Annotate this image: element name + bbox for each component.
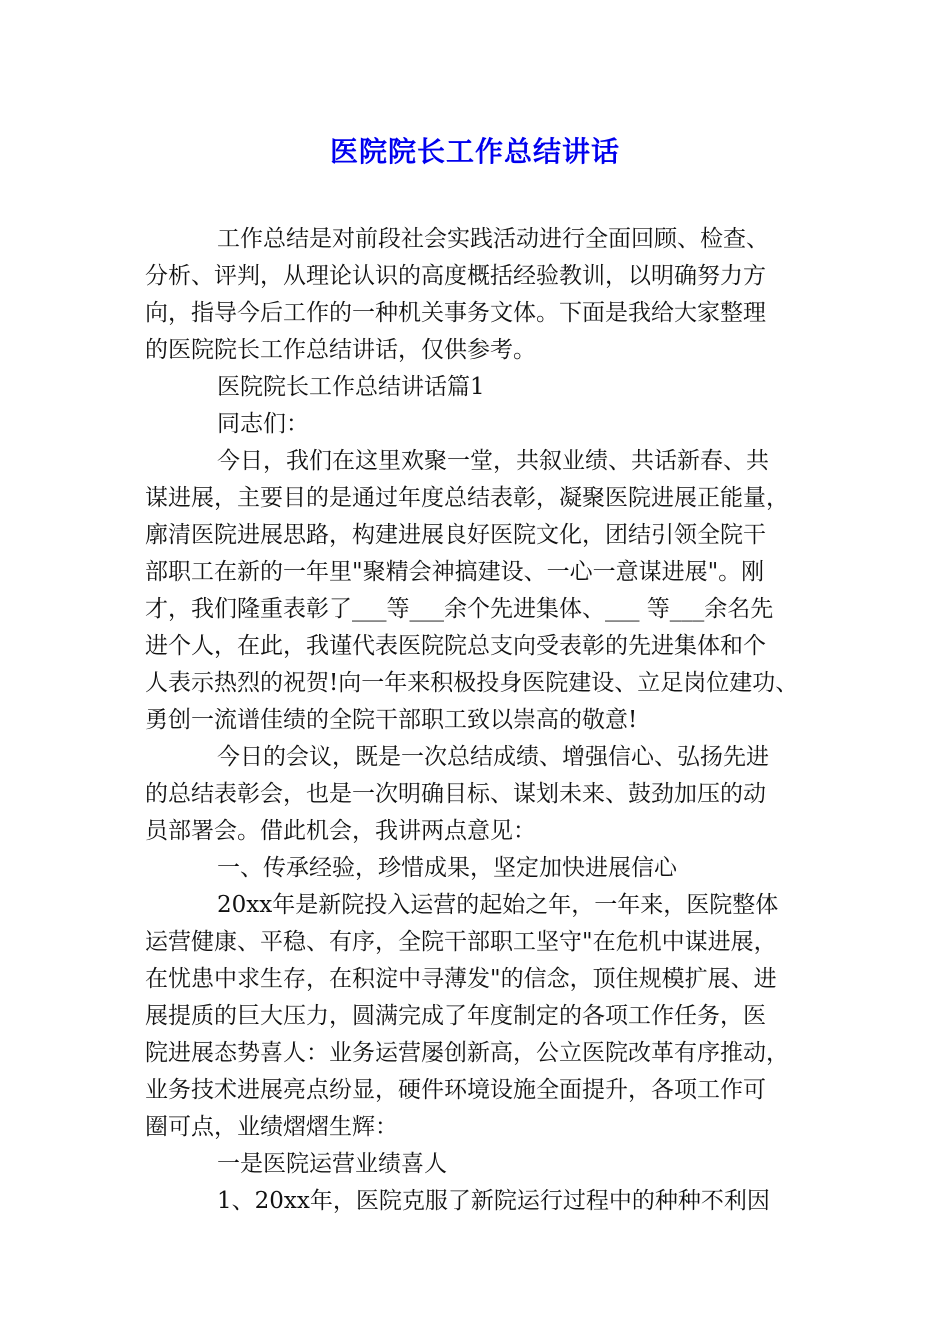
text-line: 圈可点，业绩熠熠生辉： bbox=[145, 1114, 398, 1140]
text-line: 一、传承经验，珍惜成果，坚定加快进展信心 bbox=[217, 855, 677, 881]
paragraph bbox=[145, 887, 825, 1146]
text-line: 谋进展，主要目的是通过年度总结表彰，凝聚医院进展正能量， bbox=[145, 485, 789, 511]
text-line: 在忧患中求生存，在积淀中寻薄发"的信念，顶住规模扩展、进 bbox=[145, 966, 777, 992]
text-line: 运营健康、平稳、有序，全院干部职工坚守"在危机中谋进展， bbox=[145, 929, 777, 955]
paragraph bbox=[145, 369, 825, 406]
paragraph bbox=[145, 739, 825, 850]
text-line: 今日的会议，既是一次总结成绩、增强信心、弘扬先进 bbox=[217, 744, 769, 770]
text-line: 1、20xx年，医院克服了新院运行过程中的种种不利因 bbox=[217, 1188, 770, 1214]
paragraph bbox=[145, 221, 825, 369]
text-line: 今日，我们在这里欢聚一堂，共叙业绩、共话新春、共 bbox=[217, 448, 769, 474]
text-line: 业务技术进展亮点纷显，硬件环境设施全面提升，各项工作可 bbox=[145, 1077, 766, 1103]
text-line: 分析、评判，从理论认识的高度概括经验教训，以明确努力方 bbox=[145, 263, 766, 289]
paragraph bbox=[145, 1146, 825, 1183]
text-line: 的总结表彰会，也是一次明确目标、谋划未来、鼓劲加压的动 bbox=[145, 781, 766, 807]
document-body bbox=[145, 221, 825, 1220]
paragraph bbox=[145, 1183, 825, 1220]
text-line: 员部署会。借此机会，我讲两点意见： bbox=[145, 818, 536, 844]
text-line: 医院院长工作总结讲话篇1 bbox=[217, 374, 485, 400]
paragraph bbox=[145, 406, 825, 443]
text-line: 勇创一流谱佳绩的全院干部职工致以崇高的敬意! bbox=[145, 707, 638, 733]
text-line: 才，我们隆重表彰了___等___余个先进集体、___ 等___余名先 bbox=[145, 596, 774, 622]
paragraph bbox=[145, 443, 825, 739]
text-line: 的医院院长工作总结讲话，仅供参考。 bbox=[145, 337, 536, 363]
text-line: 廓清医院进展思路，构建进展良好医院文化，团结引领全院干 bbox=[145, 522, 766, 548]
text-line: 进个人，在此，我谨代表医院院总支向受表彰的先进集体和个 bbox=[145, 633, 766, 659]
text-line: 院进展态势喜人：业务运营屡创新高，公立医院改革有序推动， bbox=[145, 1040, 789, 1066]
text-line: 向，指导今后工作的一种机关事务文体。下面是我给大家整理 bbox=[145, 300, 766, 326]
paragraph bbox=[145, 850, 825, 887]
text-line: 同志们： bbox=[217, 411, 309, 437]
text-line: 展提质的巨大压力，圆满完成了年度制定的各项工作任务，医 bbox=[145, 1003, 766, 1029]
document-title: 医院院长工作总结讲话 bbox=[329, 135, 620, 168]
text-line: 工作总结是对前段社会实践活动进行全面回顾、检查、 bbox=[217, 226, 769, 252]
text-line: 20xx年是新院投入运营的起始之年，一年来，医院整体 bbox=[217, 892, 779, 918]
text-line: 一是医院运营业绩喜人 bbox=[217, 1151, 447, 1177]
text-line: 人表示热烈的祝贺!向一年来积极投身医院建设、立足岗位建功、 bbox=[145, 670, 799, 696]
text-line: 部职工在新的一年里"聚精会神搞建设、一心一意谋进展"。刚 bbox=[145, 559, 765, 585]
